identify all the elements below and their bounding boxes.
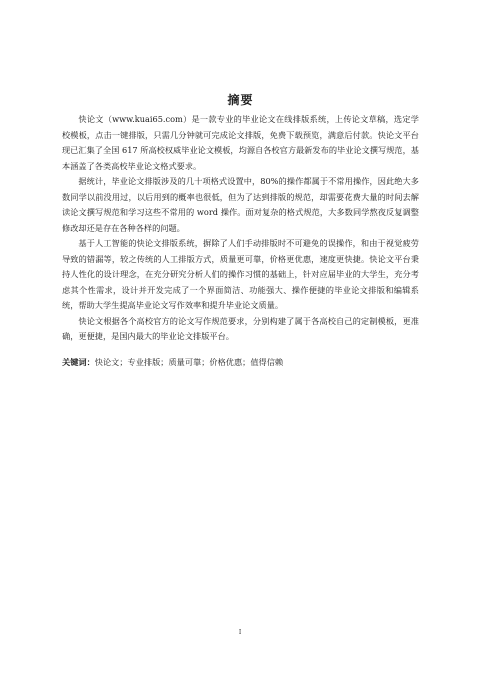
keywords-line: [62, 355, 419, 371]
abstract-paragraph-1: 快论文（www.kuai65.com）是一款专业的毕业论文在线排版系统，上传论文草稿，选定学校模板，点击一键排版，只需几分钟就可完成论文排版，免费下载预览，满意后付款。快论文平台现已汇集了全国 617 所高校权威毕业论文模板，均源自各校官方最新发布的毕业论文撰写规范，基本涵盖了各类高校毕业论文格式要求。: [62, 114, 419, 171]
keywords-text: 快论文；专业排版；质量可靠；价格优惠；值得信赖: [94, 356, 284, 367]
abstract-paragraph-2: 据统计，毕业论文排版涉及的几十项格式设置中，80%的操作都属于不常用操作，因此绝大多数同学以前没用过，以后用到的概率也很低，但为了达到排版的规范，却需要花费大量的时间去解读论文撰写规范和学习这些不常用的 word 操作。面对复杂的格式规范，大多数同学熬夜反复调整修改却还是存在各种各样的问题。: [62, 176, 419, 233]
abstract-paragraph-3: 基于人工智能的快论文排版系统，摒除了人们手动排版时不可避免的误操作，和由于视觉疲劳导致的错漏等，较之传统的人工排版方式，质量更可靠，价格更优惠，速度更快捷。快论文平台秉持人性化的设计理念，在充分研究分析人们的操作习惯的基础上，针对应届毕业的大学生，充分考虑其个性需求，设计并开发完成了一个界面简洁、功能强大、操作便捷的毕业论文排版和编辑系统，帮助大学生提高毕业论文写作效率和提升毕业论文质量。: [62, 238, 419, 310]
page-number: I: [238, 629, 242, 636]
keywords-label: 关键词：: [62, 356, 95, 367]
abstract-body: [62, 92, 419, 370]
abstract-title: 摘要: [227, 93, 254, 107]
abstract-paragraph-4: 快论文根据各个高校官方的论文写作规范要求，分别构建了属于各高校自己的定制模板，更准确，更便捷，是国内最大的毕业论文排版平台。: [62, 315, 419, 341]
